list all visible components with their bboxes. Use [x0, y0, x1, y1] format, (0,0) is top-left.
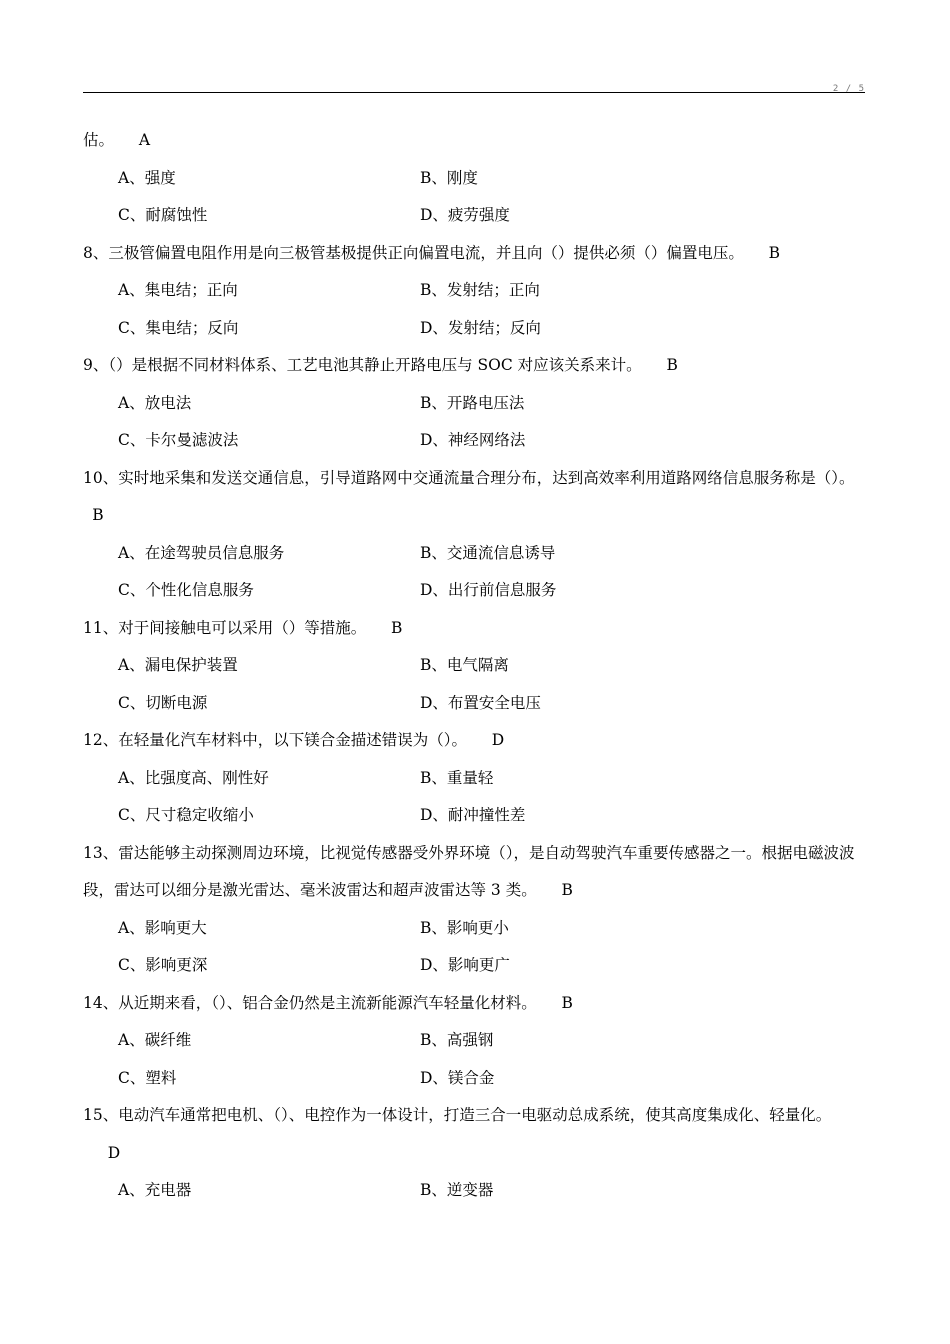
- document-body: [83, 122, 868, 1210]
- question-10: [83, 460, 868, 610]
- option-d: D、疲劳强度: [420, 206, 510, 224]
- option-b: B、发射结；正向: [420, 281, 540, 299]
- question-text: [83, 122, 868, 160]
- question-text: [83, 347, 868, 385]
- option-row: [83, 797, 868, 835]
- question-continuation: [83, 122, 868, 235]
- question-text: [83, 985, 868, 1023]
- question-13: [83, 835, 868, 985]
- header-rule: [83, 92, 865, 93]
- option-row: [83, 1022, 868, 1060]
- option-b: B、影响更小: [420, 918, 509, 937]
- option-a: A、漏电保护装置: [118, 656, 238, 674]
- question-15: [83, 1097, 868, 1210]
- option-c: C、集电结；反向: [118, 318, 239, 337]
- option-a: A、放电法: [118, 393, 192, 412]
- option-d: D、布置安全电压: [420, 693, 541, 712]
- answer-key: B: [391, 618, 403, 637]
- answer-key: B: [768, 243, 781, 262]
- question-text: [83, 835, 868, 910]
- option-a: A、影响更大: [118, 918, 207, 937]
- answer-key: B: [666, 356, 678, 374]
- option-a: A、集电结；正向: [118, 281, 238, 299]
- answer-key: B: [561, 881, 573, 899]
- option-row: [83, 1060, 868, 1098]
- option-d: D、镁合金: [420, 1068, 495, 1087]
- option-c: C、个性化信息服务: [118, 581, 254, 599]
- option-a: A、碳纤维: [118, 1031, 192, 1049]
- option-row: [83, 535, 868, 573]
- option-d: D、神经网络法: [420, 431, 526, 449]
- answer-key: B: [92, 506, 104, 524]
- question-stem: 12、在轻量化汽车材料中，以下镁合金描述错误为（）。: [83, 731, 467, 749]
- option-c: C、塑料: [118, 1068, 177, 1087]
- option-b: B、交通流信息诱导: [420, 543, 556, 562]
- option-c: C、卡尔曼滤波法: [118, 431, 239, 449]
- question-stem: 11、对于间接触电可以采用（）等措施。: [83, 618, 367, 637]
- option-row: [83, 760, 868, 798]
- option-row: [83, 572, 868, 610]
- question-9: [83, 347, 868, 460]
- option-a: A、强度: [118, 168, 176, 187]
- option-b: B、重量轻: [420, 768, 494, 787]
- option-row: [83, 647, 868, 685]
- question-stem: 8、三极管偏置电阻作用是向三极管基极提供正向偏置电流，并且向（）提供必须（）偏置电压。: [83, 243, 744, 262]
- option-d: D、出行前信息服务: [420, 581, 557, 599]
- answer-key: B: [561, 993, 573, 1012]
- answer-key: A: [138, 131, 151, 149]
- option-d: D、影响更广: [420, 956, 510, 974]
- option-row: [83, 685, 868, 723]
- option-a: A、比强度高、刚性好: [118, 768, 269, 787]
- option-row: [83, 1172, 868, 1210]
- option-row: [83, 947, 868, 985]
- question-11: [83, 610, 868, 723]
- option-b: B、电气隔离: [420, 656, 509, 674]
- option-a: A、在途驾驶员信息服务: [118, 543, 285, 562]
- option-c: C、尺寸稳定收缩小: [118, 806, 254, 824]
- option-b: B、逆变器: [420, 1181, 494, 1199]
- option-row: [83, 385, 868, 423]
- question-text: [83, 722, 868, 760]
- option-d: D、发射结；反向: [420, 318, 541, 337]
- option-c: C、耐腐蚀性: [118, 206, 208, 224]
- question-stem: 10、实时地采集和发送交通信息，引导道路网中交通流量合理分布，达到高效率利用道路网络信息服务称是（）。: [83, 468, 855, 487]
- option-row: [83, 910, 868, 948]
- question-stem: 13、雷达能够主动探测周边环境，比视觉传感器受外界环境（），是自动驾驶汽车重要传感器之一。根据电磁波波段，雷达可以细分是激光雷达、毫米波雷达和超声波雷达等 3 类。: [83, 843, 855, 899]
- option-d: D、耐冲撞性差: [420, 806, 526, 824]
- question-text: [83, 610, 868, 648]
- option-row: [83, 422, 868, 460]
- option-row: [83, 197, 868, 235]
- option-b: B、开路电压法: [420, 393, 525, 412]
- question-text: [83, 1097, 868, 1172]
- option-row: [83, 310, 868, 348]
- question-stem: 14、从近期来看，（）、铝合金仍然是主流新能源汽车轻量化材料。: [83, 993, 537, 1012]
- page-number: 2 / 5: [832, 84, 865, 94]
- question-14: [83, 985, 868, 1098]
- option-b: B、刚度: [420, 168, 478, 187]
- question-stem: 估。: [83, 131, 115, 149]
- question-8: [83, 235, 868, 348]
- option-b: B、高强钢: [420, 1031, 494, 1049]
- option-c: C、切断电源: [118, 693, 208, 712]
- question-12: [83, 722, 868, 835]
- option-a: A、充电器: [118, 1181, 192, 1199]
- question-stem: 15、电动汽车通常把电机、（）、电控作为一体设计，打造三合一电驱动总成系统，使其高度集成化、轻量化。: [83, 1106, 832, 1124]
- question-text: [83, 460, 868, 535]
- option-row: [83, 160, 868, 198]
- option-c: C、影响更深: [118, 956, 208, 974]
- option-row: [83, 272, 868, 310]
- answer-key: D: [491, 731, 505, 749]
- answer-key: D: [107, 1143, 121, 1162]
- question-stem: 9、（）是根据不同材料体系、工艺电池其静止开路电压与 SOC 对应该关系来计。: [83, 356, 642, 374]
- question-text: [83, 235, 868, 273]
